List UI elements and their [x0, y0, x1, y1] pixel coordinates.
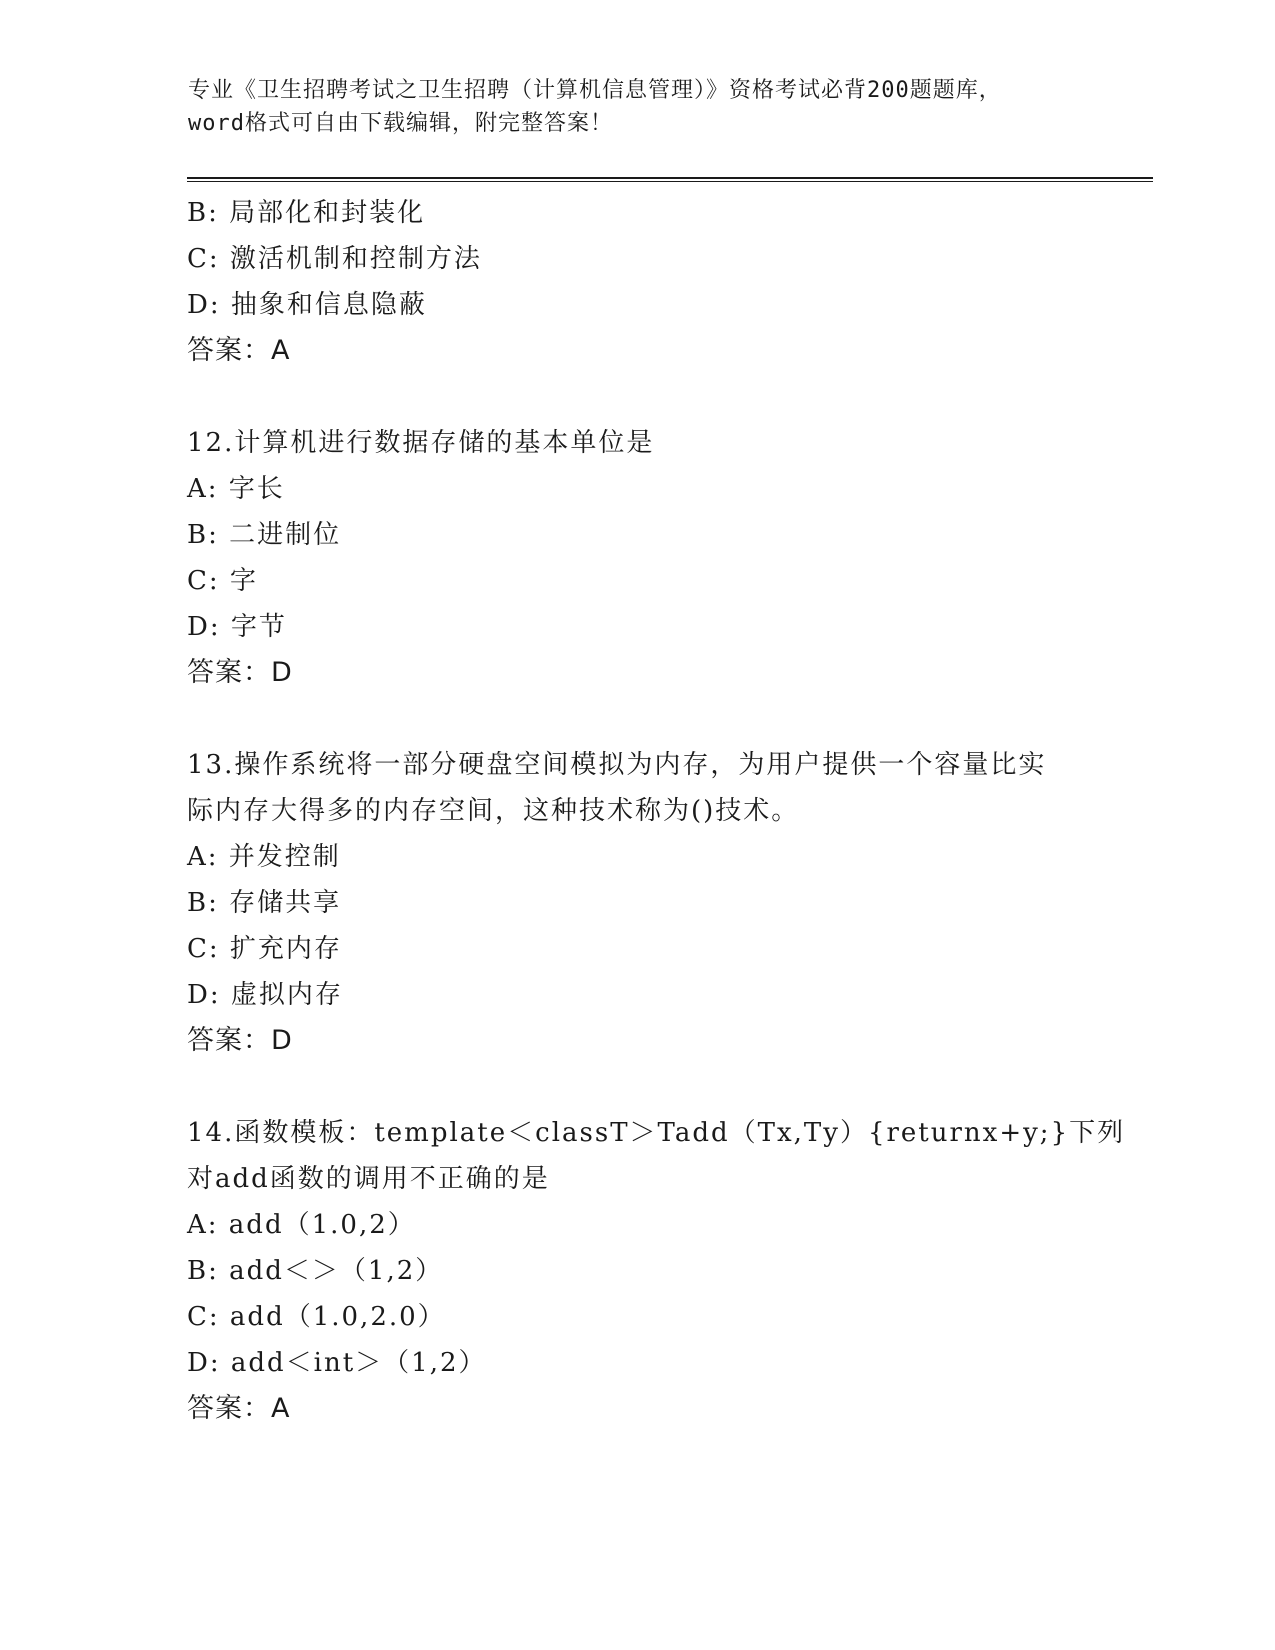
document-header — [188, 74, 1088, 140]
question-spacer — [187, 374, 1087, 420]
option-d: D: add＜int＞（1,2） — [187, 1348, 487, 1378]
option-a: A: 并发控制 — [187, 842, 341, 872]
option-c: C: 字 — [187, 566, 258, 596]
option-a: A: add（1.0,2） — [187, 1210, 416, 1240]
question-spacer — [187, 696, 1087, 742]
question-stem: 14.函数模板：template＜classT＞Tadd（Tx,Ty）{returnx+y;}下列 — [187, 1118, 1126, 1148]
option-d: D: 虚拟内存 — [187, 980, 343, 1010]
header-title-line-2: word格式可自由下载编辑，附完整答案！ — [188, 111, 613, 136]
header-title-line-1: 专业《卫生招聘考试之卫生招聘（计算机信息管理）》资格考试必背200题题库， — [188, 78, 1002, 103]
option-c: C: 激活机制和控制方法 — [187, 244, 482, 274]
option-b: B: 存储共享 — [187, 888, 342, 918]
answer-label: 答案：A — [187, 335, 291, 366]
question-stem: 13.操作系统将一部分硬盘空间模拟为内存，为用户提供一个容量比实 — [187, 750, 1047, 780]
answer-label: 答案：A — [187, 1393, 291, 1424]
option-a: A: 字长 — [187, 474, 285, 504]
question-stem: 12.计算机进行数据存储的基本单位是 — [187, 428, 655, 458]
question-spacer — [187, 1064, 1087, 1110]
option-c: C: 扩充内存 — [187, 934, 342, 964]
option-c: C: add（1.0,2.0） — [187, 1302, 446, 1332]
question-stem-continued: 际内存大得多的内存空间，这种技术称为()技术。 — [187, 796, 800, 826]
option-d: D: 抽象和信息隐蔽 — [187, 290, 427, 320]
question-stem-continued: 对add函数的调用不正确的是 — [187, 1164, 550, 1194]
question-14 — [187, 1110, 1126, 1432]
answer-label: 答案：D — [187, 657, 293, 688]
header-divider — [187, 177, 1153, 182]
question-13 — [187, 742, 1087, 1064]
option-b: B: 二进制位 — [187, 520, 342, 550]
option-b: B: 局部化和封装化 — [187, 198, 426, 228]
answer-label: 答案：D — [187, 1025, 293, 1056]
question-list — [187, 190, 1126, 1432]
option-b: B: add＜＞（1,2） — [187, 1256, 444, 1286]
question-12 — [187, 420, 1087, 696]
option-d: D: 字节 — [187, 612, 287, 642]
question-11-continuation — [187, 190, 1087, 374]
